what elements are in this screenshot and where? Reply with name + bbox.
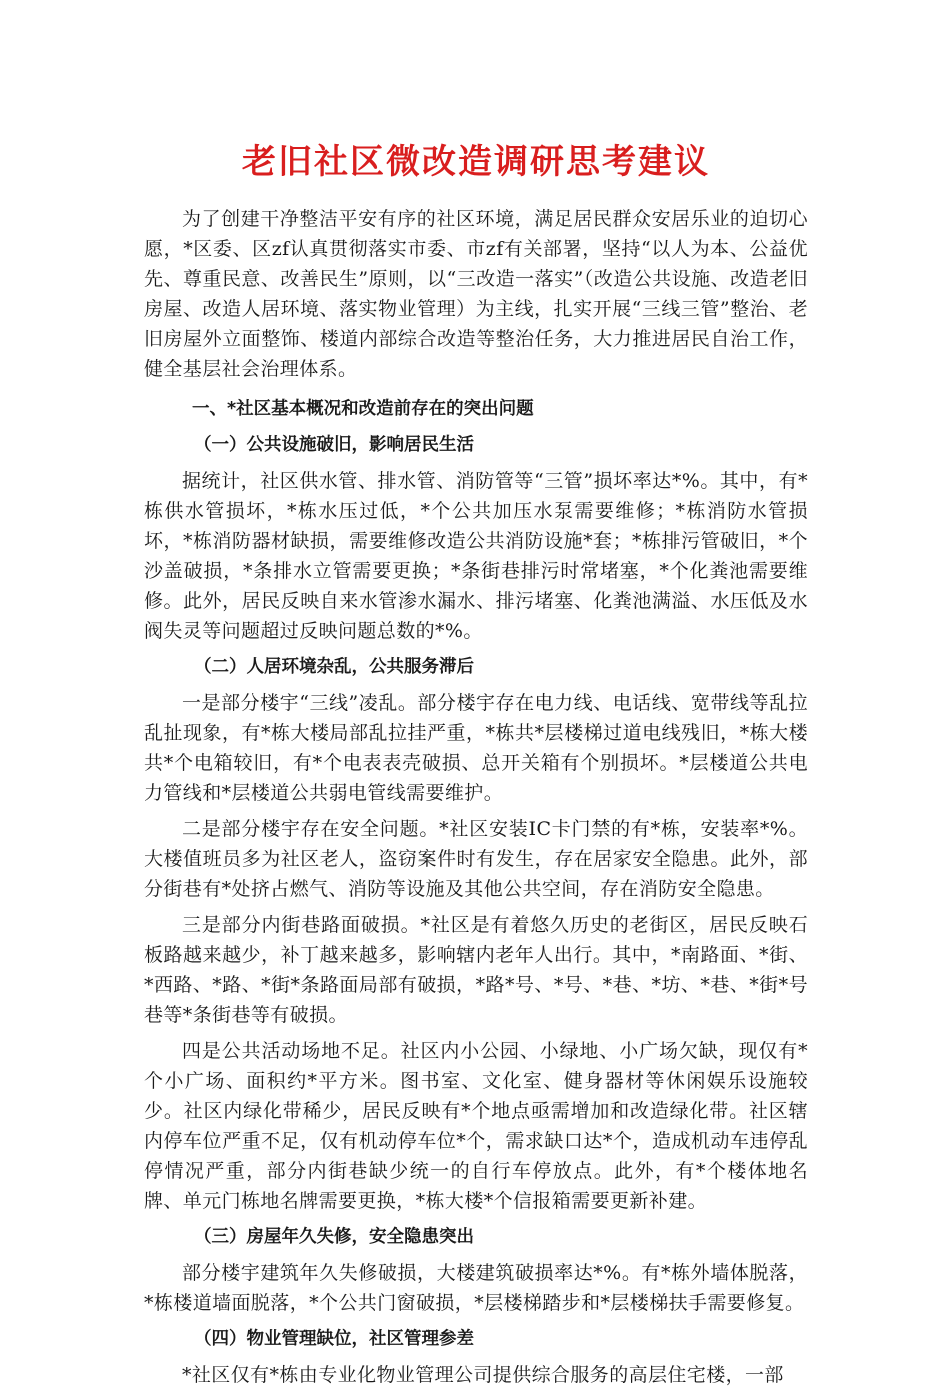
subsection-4-paragraph: *社区仅有*栋由专业化物业管理公司提供综合服务的高层住宅楼，一部 bbox=[182, 1364, 784, 1386]
subsection-2-paragraph-3: 三是部分内街巷路面破损。*社区是有着悠久历史的老街区，居民反映石板路越来越少，补丁越来越多，影响辖内老年人出行。其中，*南路面、*街、*西路、*路、*街*条路面局部有破损，*路*号、*号、*巷、*坊、*巷、*街*号巷等*条街巷等有破损。 bbox=[144, 914, 808, 1026]
subsection-2-paragraph-2: 二是部分楼宇存在安全问题。*社区安装IC卡门禁的有*栋，安装率*%。大楼值班员多为社区老人，盗窃案件时有发生，存在居家安全隐患。此外，部分街巷有*处挤占燃气、消防等设施及其他公共空间，存在消防安全隐患。 bbox=[144, 818, 808, 900]
intro-paragraph: 为了创建干净整洁平安有序的社区环境，满足居民群众安居乐业的迫切心愿，*区委、区zf认真贯彻落实市委、市zf有关部署，坚持“以人为本、公益优先、尊重民意、改善民生”原则，以“三改造一落实”（改造公共设施、改造老旧房屋、改造人居环境、落实物业管理）为主线，扎实开展“三线三管”整治、老旧房屋外立面整饰、楼道内部综合改造等整治任务，大力推进居民自治工作，健全基层社会治理体系。 bbox=[144, 208, 808, 380]
subsection-heading-4: （四）物业管理缺位，社区管理参差 bbox=[194, 1329, 474, 1349]
subsection-heading-3: （三）房屋年久失修，安全隐患突出 bbox=[194, 1227, 474, 1247]
subsection-heading-2: （二）人居环境杂乱，公共服务滞后 bbox=[194, 657, 474, 677]
document-page bbox=[144, 126, 808, 1396]
subsection-1-paragraph: 据统计，社区供水管、排水管、消防管等“三管”损坏率达*%。其中，有*栋供水管损坏，*栋水压过低，*个公共加压水泵需要维修；*栋消防水管损坏，*栋消防器材缺损，需要维修改造公共消防设施*套；*栋排污管破旧，*个沙盖破损，*条排水立管需要更换；*条街巷排污时常堵塞，*个化粪池需要维修。此外，居民反映自来水管渗水漏水、排污堵塞、化粪池满溢、水压低及水阀失灵等问题超过反映问题总数的*%。 bbox=[144, 470, 808, 642]
subsection-3-paragraph: 部分楼宇建筑年久失修破损，大楼建筑破损率达*%。有*栋外墙体脱落，*栋楼道墙面脱落，*个公共门窗破损，*层楼梯踏步和*层楼梯扶手需要修复。 bbox=[144, 1262, 808, 1314]
section-heading-1: 一、*社区基本概况和改造前存在的突出问题 bbox=[192, 399, 534, 419]
document-title: 老旧社区微改造调研思考建议 bbox=[242, 142, 710, 182]
subsection-2-paragraph-1: 一是部分楼宇“三线”凌乱。部分楼宇存在电力线、电话线、宽带线等乱拉乱扯现象，有*栋大楼局部乱拉挂严重，*栋共*层楼梯过道电线残旧，*栋大楼共*个电箱较旧，有*个电表表壳破损、总开关箱有个别损坏。*层楼道公共电力管线和*层楼道公共弱电管线需要维护。 bbox=[144, 692, 808, 804]
subsection-heading-1: （一）公共设施破旧，影响居民生活 bbox=[194, 435, 474, 455]
subsection-2-paragraph-4: 四是公共活动场地不足。社区内小公园、小绿地、小广场欠缺，现仅有*个小广场、面积约*平方米。图书室、文化室、健身器材等休闲娱乐设施较少。社区内绿化带稀少，居民反映有*个地点亟需增加和改造绿化带。社区辖内停车位严重不足，仅有机动停车位*个，需求缺口达*个，造成机动车违停乱停情况严重，部分内街巷缺少统一的自行车停放点。此外，有*个楼体地名牌、单元门栋地名牌需要更换，*栋大楼*个信报箱需要更新补建。 bbox=[144, 1040, 808, 1212]
